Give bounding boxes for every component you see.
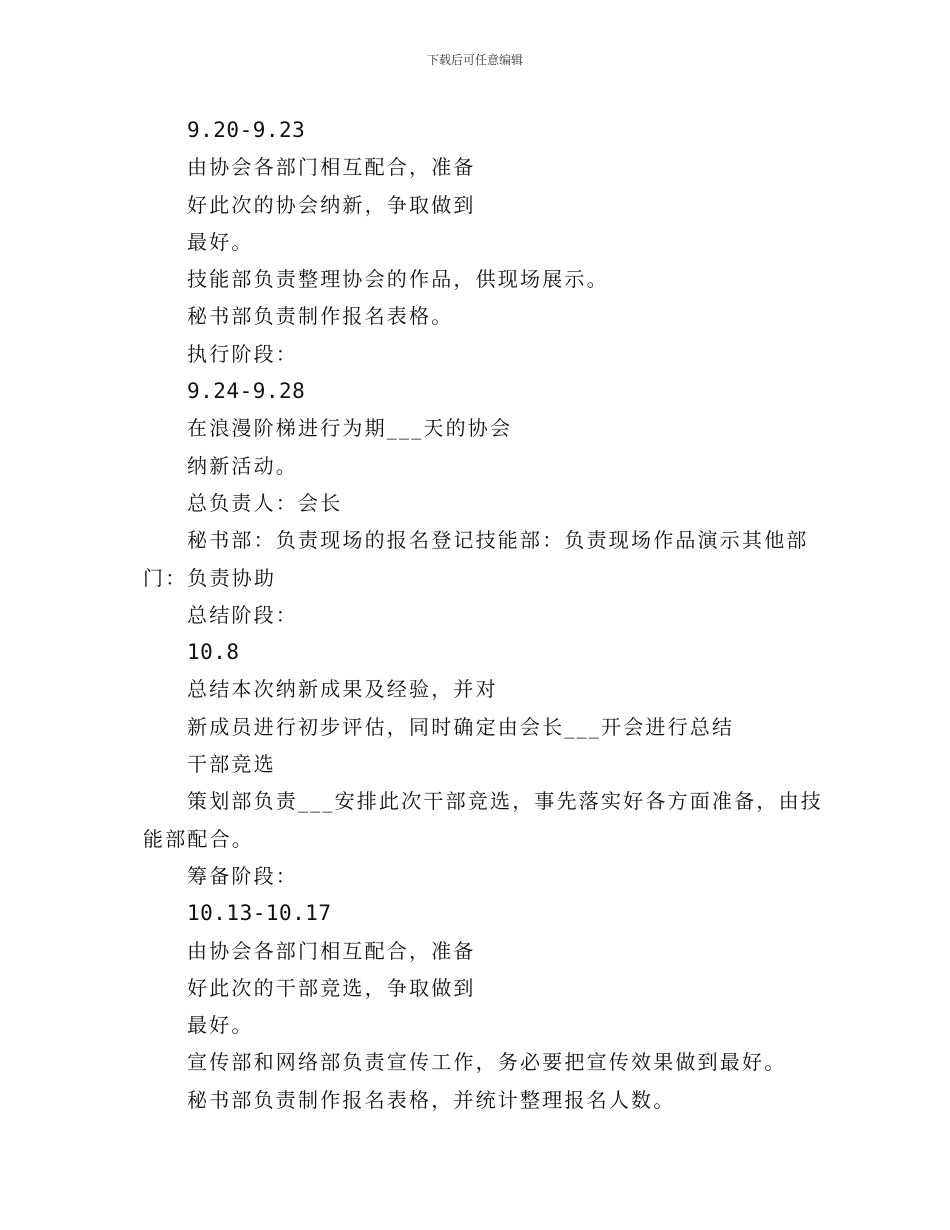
paragraph: 秘书部负责制作报名表格，并统计整理报名人数。	[187, 1087, 676, 1112]
paragraph: 好此次的干部竞选，争取做到	[187, 975, 476, 1000]
paragraph: 策划部负责___安排此次干部竞选，事先落实好各方面准备，由技能部配合。	[143, 789, 823, 851]
paragraph: 最好。	[187, 229, 254, 254]
section-heading: 干部竞选	[187, 752, 276, 777]
section-heading: 总结阶段：	[187, 602, 298, 627]
paragraph: 总结本次纳新成果及经验，并对	[187, 677, 498, 702]
paragraph: 由协会各部门相互配合，准备	[187, 155, 476, 180]
paragraph: 由协会各部门相互配合，准备	[187, 938, 476, 963]
section-heading: 筹备阶段：	[187, 863, 298, 888]
paragraph: 在浪漫阶梯进行为期___天的协会	[187, 416, 513, 441]
paragraph: 纳新活动。	[187, 453, 298, 478]
paragraph: 好此次的协会纳新，争取做到	[187, 192, 476, 217]
page-header-note: 下载后可任意编辑	[426, 53, 523, 67]
paragraph: 技能部负责整理协会的作品，供现场展示。	[187, 267, 609, 292]
paragraph: 秘书部：负责现场的报名登记技能部：负责现场作品演示其他部门：负责协助	[143, 528, 809, 590]
paragraph-date: 9.20-9.23	[187, 118, 306, 142]
paragraph: 宣传部和网络部负责宣传工作，务必要把宣传效果做到最好。	[187, 1050, 787, 1075]
paragraph: 最好。	[187, 1013, 254, 1038]
paragraph-date: 10.13-10.17	[187, 901, 332, 926]
section-heading: 执行阶段：	[187, 341, 298, 366]
paragraph-date: 10.8	[187, 640, 240, 665]
paragraph: 秘书部负责制作报名表格。	[187, 304, 454, 329]
paragraph: 新成员进行初步评估，同时确定由会长___开会进行总结	[187, 714, 735, 739]
document-body	[143, 112, 823, 1119]
paragraph-date: 9.24-9.28	[187, 379, 306, 404]
paragraph: 总负责人：会长	[187, 490, 343, 515]
